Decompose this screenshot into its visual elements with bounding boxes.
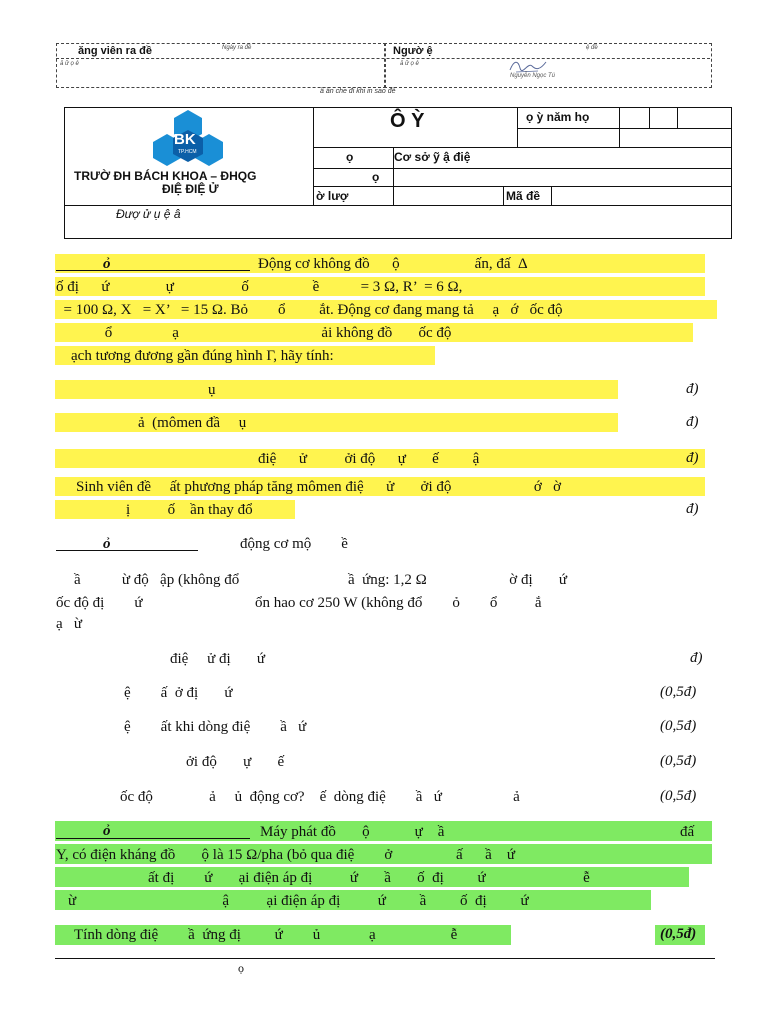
p2-q3-text: ệ ất khi dòng điệ ầ ứ xyxy=(124,719,307,735)
p2-q5-text: ốc độ ả ủ động cơ? ế dòng điệ ầ ứ ả xyxy=(120,789,520,805)
problem1-title-underline xyxy=(56,270,250,271)
examcode-divider xyxy=(503,186,504,205)
p2-q5-points: (0,5đ) xyxy=(660,788,697,804)
problem3-line-4: ừ ậ ại điện áp đị ứ ầ ố đị ứ xyxy=(68,893,529,909)
p2-q4-text: ởi độ ự ế xyxy=(186,754,285,770)
problem1-line-5: ạch tương đương gần đúng hình Γ, hãy tính: xyxy=(56,348,334,364)
top-box-divider xyxy=(56,58,710,59)
subject-label: ọ xyxy=(346,150,354,164)
print-note: ầ ần che đi khi in sao đề xyxy=(320,88,396,95)
p1-q2-points: đ) xyxy=(686,414,699,430)
examcode-divider-2 xyxy=(551,186,552,205)
problem2-title-rest: động cơ mộ ề xyxy=(240,536,348,552)
problem3-line-3: ất đị ứ ại điện áp đị ứ ầ ố đị ứ ễ xyxy=(148,870,590,886)
header-hline-2 xyxy=(313,168,731,169)
problem1-line-2: ố đị ứ ự ố ề = 3 Ω, R’ = 6 Ω, xyxy=(56,279,463,295)
problem2-title-underline xyxy=(56,550,198,551)
exam-title: Ô Ỳ xyxy=(390,110,425,132)
header-hline-1 xyxy=(313,147,731,148)
problem3-title: ỏ xyxy=(103,823,111,839)
problem2-title: ỏ xyxy=(103,536,111,552)
reviewer-date-label: ệ đề xyxy=(586,45,598,51)
problem1-title: ỏ xyxy=(103,256,111,272)
p1-q4-points: đ) xyxy=(686,501,699,517)
semester-cell-divider-3 xyxy=(677,108,678,128)
semester-hline xyxy=(517,128,731,129)
materials-note: Đượ ử ụ ệ â xyxy=(116,207,181,221)
p3-q1-points: (0,5đ) xyxy=(660,926,697,942)
problem3-line-2: Y, có điện kháng đồ ộ là 15 Ω/pha (bỏ qua điệ ở ấ ầ ứ xyxy=(56,847,515,863)
semester-label: ọ ỳ năm họ xyxy=(526,110,590,124)
p1-q4-line-1: Sinh viên đề ất phương pháp tăng mômen điệ ử ởi độ ớ ờ xyxy=(76,479,562,495)
semester-cell-divider-2 xyxy=(649,108,650,128)
header-vdivider xyxy=(313,108,314,205)
problem3-line-1-end: đấ xyxy=(680,824,695,840)
problem3-title-underline xyxy=(56,838,250,839)
problem1-line-4: ổ ạ ải không đồ ốc độ xyxy=(56,325,452,341)
logo-text: BK xyxy=(174,131,196,148)
header-hline-3 xyxy=(313,186,731,187)
footer-rule xyxy=(55,958,715,959)
p2-q2-points: (0,5đ) xyxy=(660,684,697,700)
lecturer-label: ăng viên ra đề xyxy=(78,45,152,57)
p1-q1-text: ụ xyxy=(208,382,216,398)
course-code-label: ọ xyxy=(372,170,380,184)
p1-q1-hl xyxy=(55,380,618,399)
school-name: TRƯỜ ĐH BÁCH KHOA – ĐHQG xyxy=(74,169,257,183)
problem1-line-3: = 100 Ω, X = X’ = 15 Ω. Bỏ ổ ắt. Động cơ đang mang tả ạ ớ ốc độ xyxy=(56,302,563,318)
reviewer-sub-label: ă ữ ọ ê xyxy=(400,61,419,67)
signature-name: Nguyễn Ngọc Tú xyxy=(510,73,556,79)
duration-label: ờ lượ xyxy=(316,189,349,203)
p1-q3-text: điệ ử ởi độ ự ế ậ xyxy=(258,451,480,467)
footer-text: ọ xyxy=(238,961,244,975)
p2-q1-points: đ) xyxy=(690,650,703,666)
subject-value: Cơ sở ỹ ậ điệ xyxy=(394,150,471,164)
header-hline-4 xyxy=(65,205,731,206)
problem2-desc-1: ầ ừ độ ập (không đổ ầ ứng: 1,2 Ω ờ đị ứ xyxy=(74,572,568,588)
problem3-line-1: Máy phát đồ ộ ự ầ xyxy=(260,824,445,840)
p3-q1-text: Tính dòng điệ ầ ứng đị ứ ủ ạ ễ xyxy=(74,927,458,943)
p1-q4-line-2: ị ố ần thay đổ xyxy=(126,502,253,518)
faculty-name: ĐIỆ ĐIỆ Ử xyxy=(162,182,219,196)
p2-q4-points: (0,5đ) xyxy=(660,753,697,769)
lecturer-date-label: Ngày ra đề xyxy=(222,45,252,51)
lecturer-sub-label: ă ữ ọ ê xyxy=(60,61,79,67)
p1-q3-points: đ) xyxy=(686,450,699,466)
exam-code-label: Mã đề xyxy=(506,189,541,203)
problem1-line-1: Động cơ không đồ ộ ấn, đấ Δ xyxy=(258,256,528,272)
p2-q3-points: (0,5đ) xyxy=(660,718,697,734)
p2-q2-text: ệ ấ ở đị ứ xyxy=(124,685,233,701)
p1-q1-points: đ) xyxy=(686,381,699,397)
reviewer-box xyxy=(384,43,712,88)
p1-q2-text: ả (mômen đầ ụ xyxy=(138,415,247,431)
reviewer-label: Ngườ ệ xyxy=(393,45,433,57)
problem2-desc-2: ốc độ đị ứ ổn hao cơ 250 W (không đổ ỏ ổ ắ xyxy=(56,595,542,611)
semester-cell-divider xyxy=(619,108,620,147)
p2-q1-text: điệ ử đị ứ xyxy=(170,651,266,667)
logo-subtext: TP.HCM xyxy=(178,149,197,155)
problem2-desc-3: ạ ừ xyxy=(56,616,83,632)
